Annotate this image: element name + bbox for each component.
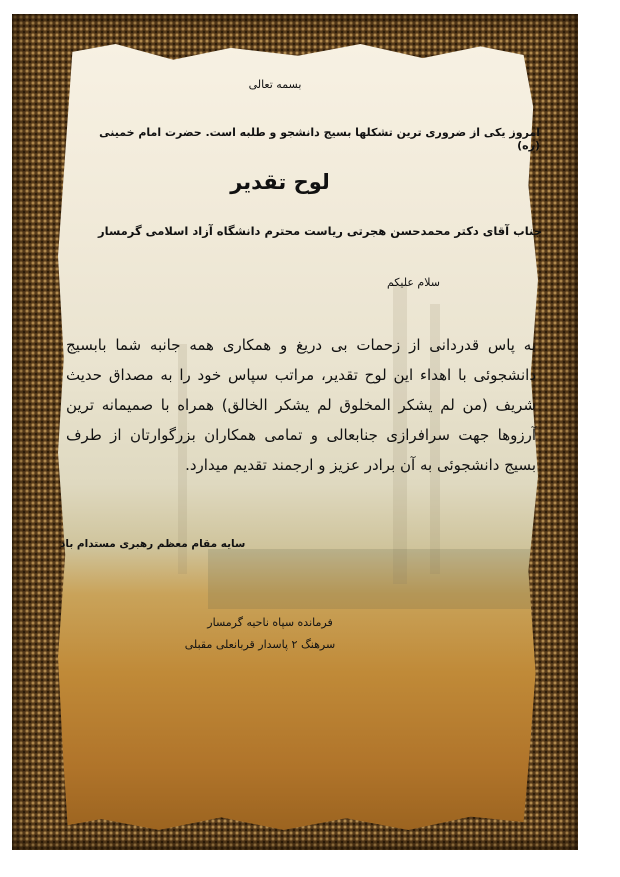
basmala: بسمه تعالی bbox=[248, 78, 302, 91]
certificate-body-text: به پاس قدردانی از زحمات بی دریغ و همکاری همه جانبه شما بابسیج دانشجوئی با اهداء این لوح تقدیر، مراتب سپاس خود را به مصداق حدیث شریف (من لم یشکر المخلوق لم یشکر الخالق) همراه با صمیمانه ترین آرزوها جهت سرافرازی جنابعالی و تمامی همکاران بزرگوارتان از طرف بسیج دانشجوئی به آن برادر عزیز و ارجمند تقدیم میدارد. bbox=[66, 336, 536, 474]
hedge-background bbox=[208, 549, 538, 609]
salutation: سلام علیکم bbox=[386, 276, 440, 289]
closing-line: سایه مقام معظم رهبری مستدام باد bbox=[60, 538, 246, 550]
certificate-title: لوح تقدیر bbox=[230, 170, 330, 194]
signature-title: فرمانده سپاه ناحیه گرمسار bbox=[207, 616, 333, 629]
khomeini-quote: امروز یکی از ضروری ترین تشکلها بسیج دانشجو و طلبه است. حضرت امام خمینی (ره) bbox=[99, 126, 540, 152]
signature-name: سرهنگ ۲ پاسدار قربانعلی مقبلی bbox=[184, 638, 336, 651]
addressee-line: جناب آقای دکتر محمدحسن هجرتی ریاست محترم دانشگاه آزاد اسلامی گرمسار bbox=[98, 224, 542, 238]
